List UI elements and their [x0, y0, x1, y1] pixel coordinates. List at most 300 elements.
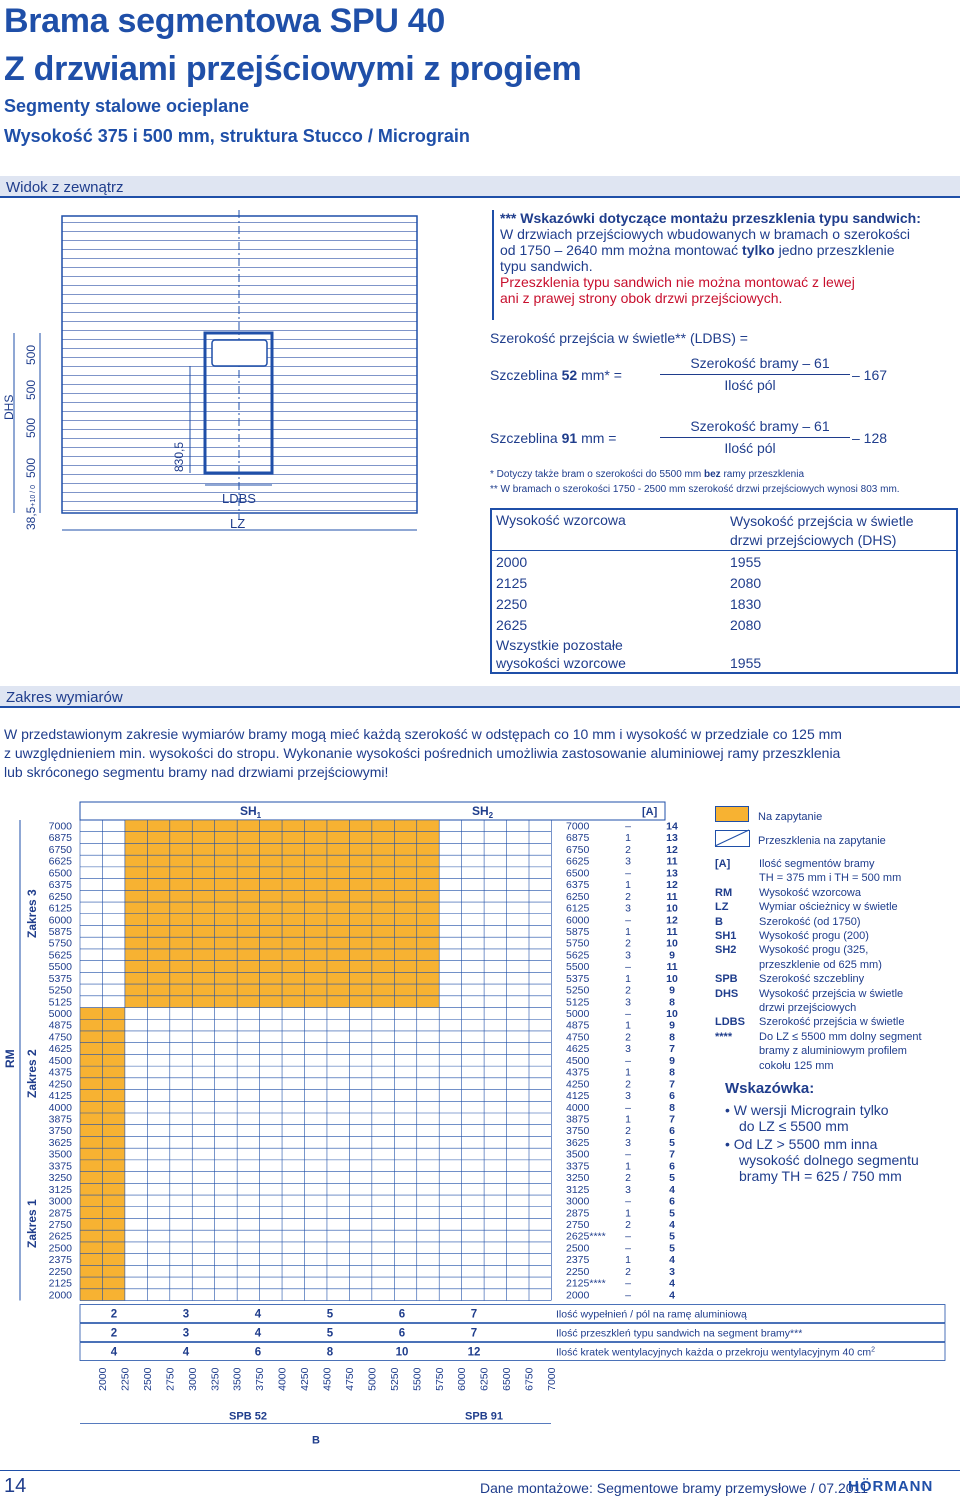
rm-height-right: 2375	[566, 1254, 590, 1267]
spb52-label: SPB 52	[229, 1410, 267, 1423]
legend-key: ****	[715, 1030, 733, 1043]
segment-count: 7	[669, 1113, 675, 1126]
wskazowka-title: Wskazówka:	[725, 1080, 815, 1097]
segment-count: 4	[669, 1218, 675, 1231]
legend-item	[715, 915, 955, 929]
section-header-outside	[0, 176, 960, 198]
sh-variant: 1	[625, 1113, 631, 1126]
width-label: 7000	[546, 1367, 558, 1391]
legend-list	[715, 857, 955, 1073]
segment-count: 9	[669, 1019, 675, 1032]
segment-count: 9	[669, 949, 675, 962]
rm-height-label: 2125	[48, 1277, 72, 1290]
rm-axis-label: RM	[3, 1049, 17, 1068]
segment-count: 8	[669, 1101, 675, 1114]
segment-count: 4	[669, 1183, 675, 1196]
formula-unit: mm* =	[581, 367, 622, 383]
segment-count: 7	[669, 1148, 675, 1161]
sh-variant: 1	[625, 1160, 631, 1173]
dim-385	[24, 485, 38, 530]
bottom-value: 4	[254, 1308, 262, 1321]
segment-count: 5	[669, 1207, 675, 1220]
rm-height-label: 4375	[48, 1066, 72, 1079]
dim-500-2: 500	[24, 379, 38, 400]
sh-variant: 3	[625, 1183, 631, 1196]
legend-key: [A]	[715, 858, 731, 870]
dim-385-tolerance: +10 / 0	[30, 485, 37, 507]
rm-value: wysokości wzorcowe	[496, 655, 626, 671]
rm-height-right: 5625	[566, 949, 590, 962]
sh-variant: 1	[625, 832, 631, 845]
wskazowka-item: • Od LZ > 5500 mm inna	[725, 1136, 878, 1152]
dim-500-3: 500	[24, 417, 38, 438]
montage-heading: *** Wskazówki dotyczące montażu przeszklenia typu sandwich:	[500, 210, 921, 226]
segment-count: 8	[669, 1066, 675, 1079]
rm-height-label: 6625	[48, 855, 72, 868]
heights-col2-line: Wysokość przejścia w świetle	[730, 513, 914, 529]
rm-height-label: 6250	[48, 890, 72, 903]
montage-warning: Przeszklenia typu sandwich nie można montować z lewej	[500, 274, 855, 290]
sh-variant: 2	[625, 937, 631, 950]
bottom-label: Ilość kratek wentylacyjnych każda o przekroju wentylacyjnym 40 $cm^2$	[556, 1346, 876, 1359]
rm-height-right: 6500	[566, 867, 590, 880]
rm-height-right: 4875	[566, 1019, 590, 1032]
segment-count: 5	[669, 1172, 675, 1185]
rm-value: 2000	[496, 554, 528, 570]
range-line: z uwzględnieniem min. wysokości do stropu. Wykonanie wysokości pośrednich umożliwia zastosowanie aluminiowej ramy przeszklenia	[4, 745, 841, 761]
bottom-value: 12	[467, 1346, 481, 1359]
heights-row	[496, 636, 761, 672]
legend-item	[715, 1001, 955, 1015]
width-label: 2000	[97, 1367, 109, 1391]
rm-height-label: 6875	[48, 832, 72, 845]
heights-col2	[730, 512, 913, 550]
sh-variant: 2	[625, 1125, 631, 1138]
rm-height-label: 4875	[48, 1019, 72, 1032]
rm-height-label: 5750	[48, 937, 72, 950]
formula-numerator: Szerokość bramy – 61	[690, 355, 830, 371]
rm-height-right: 5875	[566, 925, 590, 938]
dhs-label: DHS	[2, 394, 16, 420]
sh-variant: –	[625, 1148, 631, 1161]
legend-value: Szerokość (od 1750)	[759, 915, 861, 928]
wskazowka-text: do LZ ≤ 5500 mm	[739, 1118, 849, 1134]
montage-line: typu sandwich.	[500, 258, 593, 274]
width-label: 6250	[478, 1367, 491, 1391]
segment-count: 5	[669, 1230, 675, 1243]
rm-height-label: 2750	[48, 1218, 72, 1231]
legend-key	[715, 1044, 759, 1058]
legend-key	[715, 1059, 759, 1073]
section-title: Zakres wymiarów	[6, 689, 123, 706]
width-label: 6750	[523, 1367, 536, 1391]
rm-height-right: 4500	[566, 1054, 590, 1067]
sh-variant: –	[625, 820, 631, 833]
bottom-value: 7	[470, 1308, 478, 1321]
sh1-label: $SH_1$	[240, 804, 262, 820]
segment-count: 10	[666, 972, 678, 985]
dhs-value: 2080	[730, 575, 762, 591]
legend-przeszklenia: Przeszklenia na zapytanie	[758, 835, 886, 847]
legend-value: Szerokość szczebliny	[759, 973, 865, 986]
heights-col1: Wysokość wzorcowa	[496, 512, 626, 528]
montage-note	[500, 210, 958, 306]
formula-minus-128: – 128	[852, 430, 888, 446]
sh-variant: –	[625, 1277, 631, 1290]
width-label: 3000	[186, 1367, 199, 1391]
footnote-1	[490, 469, 804, 480]
rm-height-right: 3875	[566, 1113, 590, 1126]
sh-variant: 3	[625, 902, 631, 915]
rm-height-right: 6250	[566, 890, 590, 903]
bottom-label: Ilość przeszkleń typu sandwich na segment bramy***	[556, 1327, 803, 1340]
bottom-value: 3	[182, 1327, 190, 1340]
rm-height-label: 5500	[48, 961, 72, 974]
legend-item	[715, 972, 955, 986]
wskazowka-text: wysokość dolnego segmentu	[739, 1152, 919, 1168]
rm-height-label: 5875	[48, 925, 72, 938]
bottom-value: 5	[326, 1327, 334, 1340]
wskazowka-list	[725, 1102, 919, 1184]
segment-count: 3	[669, 1265, 675, 1278]
sh-variant: 2	[625, 1265, 631, 1278]
rm-height-label: 5125	[48, 996, 72, 1009]
legend-value: Do LZ ≤ 5500 mm dolny segment	[759, 1030, 922, 1043]
segment-count: 7	[669, 1043, 675, 1056]
rm-height-label: 3000	[48, 1195, 72, 1208]
legend-value: Ilość segmentów bramy	[759, 858, 875, 870]
subtitle-materials: Segmenty stalowe ocieplane	[4, 96, 250, 116]
ldbs-label: LDBS	[222, 491, 256, 506]
dim-830: 830,5	[172, 441, 186, 472]
sh-variant: 2	[625, 984, 631, 997]
montage-text: od 1750 – 2640 mm można montować	[500, 242, 739, 258]
formula-label: Szczeblina	[490, 367, 558, 383]
segment-count: 10	[666, 1008, 678, 1021]
rm-height-label: 7000	[48, 820, 72, 833]
rm-height-right: 4250	[566, 1078, 590, 1091]
legend-glass-swatch	[715, 830, 751, 848]
rm-height-right: 2500	[566, 1242, 590, 1255]
sh-variant: –	[625, 1242, 631, 1255]
width-label: 3250	[209, 1367, 222, 1391]
width-label: 5500	[411, 1367, 424, 1391]
legend-key	[715, 1001, 759, 1015]
rm-height-label: 3625	[48, 1136, 72, 1149]
row-divider	[492, 550, 956, 551]
rm-height-right: 5125	[566, 996, 590, 1009]
dhs-value: 1955	[730, 554, 762, 570]
b-axis-label: B	[312, 1434, 320, 1447]
wskazowka-text: W wersji Micrograin tylko	[733, 1102, 889, 1118]
sh-variant: –	[625, 1230, 631, 1243]
bottom-value: 3	[182, 1308, 190, 1321]
segment-count: 12	[666, 914, 678, 927]
page-number: 14	[4, 1475, 27, 1497]
page-subtitle: Z drzwiami przejściowymi z progiem	[4, 50, 582, 88]
width-label: 5750	[433, 1367, 446, 1391]
dim-500-1: 500	[24, 344, 38, 365]
rm-height-label: 4125	[48, 1090, 72, 1103]
section-title: Widok z zewnątrz	[6, 179, 124, 196]
legend-key	[715, 871, 759, 885]
rm-height-right: 2125****	[566, 1277, 606, 1290]
legend-key: LDBS	[715, 1016, 745, 1029]
width-label: 4250	[299, 1367, 312, 1391]
note-rule	[492, 210, 498, 320]
legend-item	[715, 857, 955, 871]
bottom-value: 7	[470, 1327, 478, 1340]
heights-row	[496, 573, 761, 594]
segment-count: 6	[669, 1195, 675, 1208]
rm-height-right: 3500	[566, 1148, 590, 1161]
rm-height-label: 5375	[48, 972, 72, 985]
segment-count: 10	[666, 937, 678, 950]
range2-label: Zakres 2	[25, 1049, 39, 1098]
segment-count: 6	[669, 1090, 675, 1103]
footnote-text: ramy przeszklenia	[723, 469, 805, 480]
montage-text: jedno przeszklenie	[778, 242, 895, 258]
range-line: W przedstawionym zakresie wymiarów bramy mogą mieć każdą szerokość w odstępach co 10 mm i wysokość w przedziale co 125 mm	[4, 726, 842, 742]
rm-height-right: 3625	[566, 1136, 590, 1149]
rm-height-label: 3125	[48, 1183, 72, 1196]
legend-na-zapytanie: Na zapytanie	[758, 811, 823, 823]
sh-variant: 3	[625, 1043, 631, 1056]
segment-count: 11	[666, 925, 678, 938]
rm-height-right: 5750	[566, 937, 590, 950]
legend-key: LZ	[715, 901, 729, 914]
rm-height-label: 3500	[48, 1148, 72, 1161]
sh-variant: –	[625, 961, 631, 974]
brand-logo: HÖRMANN	[848, 1478, 934, 1495]
legend-item	[715, 929, 955, 943]
legend-item	[715, 871, 955, 885]
legend-value: Wysokość progu (200)	[759, 930, 869, 943]
rm-height-right: 6125	[566, 902, 590, 915]
segment-count: 12	[666, 843, 678, 856]
rm-height-right: 4125	[566, 1090, 590, 1103]
sh-variant: 1	[625, 1019, 631, 1032]
rm-height-right: 5500	[566, 961, 590, 974]
heights-row	[496, 552, 761, 573]
legend-key: DHS	[715, 987, 739, 1000]
bottom-value: 4	[254, 1327, 262, 1340]
legend-item	[715, 943, 955, 957]
heights-row	[496, 615, 761, 636]
bottom-row	[80, 1305, 945, 1323]
sh-variant: 2	[625, 1172, 631, 1185]
rm-height-label: 3750	[48, 1125, 72, 1138]
bottom-value: 2	[110, 1327, 118, 1340]
sh-variant: 1	[625, 1066, 631, 1079]
montage-line: W drzwiach przejściowych wbudowanych w bramach o szerokości	[500, 226, 911, 242]
segment-count: 7	[669, 1078, 675, 1091]
sh-variant: –	[625, 1101, 631, 1114]
rm-height-right: 5375	[566, 972, 590, 985]
formula-row-52	[490, 367, 622, 383]
range3-label: Zakres 3	[25, 889, 39, 938]
door-drawing	[0, 200, 490, 540]
footnote-2: ** W bramach o szerokości 1750 - 2500 mm szerokość drzwi przejściowych wynosi 803 mm.	[490, 484, 900, 495]
sh-variant: 3	[625, 996, 631, 1009]
bottom-value: 10	[395, 1346, 409, 1359]
dhs-value: 1955	[730, 655, 762, 671]
formula-minus-167: – 167	[852, 367, 888, 383]
segment-count: 11	[666, 890, 678, 903]
sh2-label: $SH_2$	[472, 804, 494, 820]
legend-key: SH1	[715, 930, 737, 943]
rm-height-label: 5250	[48, 984, 72, 997]
sh-variant: 1	[625, 925, 631, 938]
dhs-value: 1830	[730, 596, 762, 612]
rm-height-label: 3375	[48, 1160, 72, 1173]
legend-item	[715, 1059, 955, 1073]
legend-value: Szerokość przejścia w świetle	[759, 1016, 905, 1029]
segment-count: 6	[669, 1160, 675, 1173]
legend-item	[715, 900, 955, 914]
rm-height-right: 2750	[566, 1218, 590, 1231]
sh-variant: –	[625, 1054, 631, 1067]
segment-count: 9	[669, 1054, 675, 1067]
formula-numerator: Szerokość bramy – 61	[690, 418, 830, 434]
segment-count: 13	[666, 832, 678, 845]
spb91-label: SPB 91	[465, 1410, 503, 1423]
rm-height-right: 3000	[566, 1195, 590, 1208]
formula-unit: mm =	[581, 430, 617, 446]
legend-value: bramy z aluminiowym profilem	[759, 1045, 907, 1058]
segment-count: 11	[666, 855, 678, 868]
width-label: 5000	[366, 1367, 379, 1391]
rm-height-label: 3875	[48, 1113, 72, 1126]
rm-height-label: 2875	[48, 1207, 72, 1220]
rm-height-label: 4750	[48, 1031, 72, 1044]
rm-value: 2625	[496, 617, 528, 633]
rm-height-label: 5000	[48, 1008, 72, 1021]
section-header-range	[0, 686, 960, 708]
bottom-value: 6	[398, 1308, 406, 1321]
segment-count: 6	[669, 1125, 675, 1138]
width-label: 6500	[501, 1367, 514, 1391]
sh-variant: –	[625, 1195, 631, 1208]
legend-key: SPB	[715, 973, 738, 986]
fraction-line	[660, 374, 850, 375]
fraction-line	[660, 437, 850, 438]
sh-variant: 3	[625, 855, 631, 868]
heights-col2-line: drzwi przejściowych (DHS)	[730, 532, 897, 548]
bottom-value: 6	[398, 1327, 406, 1340]
wskazowka-text: bramy TH = 625 / 750 mm	[739, 1168, 902, 1184]
rm-height-right: 5250	[566, 984, 590, 997]
rm-height-label: 2000	[48, 1289, 72, 1302]
legend-key: RM	[715, 886, 733, 899]
footer-text: Dane montażowe: Segmentowe bramy przemysłowe / 07.2011	[480, 1480, 869, 1496]
formula-heading: Szerokość przejścia w świetle** (LDBS) =	[490, 330, 748, 346]
sh-variant: –	[625, 914, 631, 927]
heights-row	[496, 594, 761, 615]
rm-height-label: 6750	[48, 843, 72, 856]
sh-variant: 2	[625, 1031, 631, 1044]
bottom-value: 5	[326, 1308, 334, 1321]
sh-variant: 3	[625, 1090, 631, 1103]
segment-count: 13	[666, 867, 678, 880]
rm-height-right: 3125	[566, 1183, 590, 1196]
legend-item	[715, 1015, 955, 1029]
formula-denominator: Ilość pól	[724, 377, 776, 393]
rm-height-right: 5000	[566, 1008, 590, 1021]
sh-variant: 2	[625, 843, 631, 856]
dhs-value: 2080	[730, 617, 762, 633]
width-label: 2500	[141, 1367, 154, 1391]
segment-count: 5	[669, 1136, 675, 1149]
rm-height-label: 6375	[48, 879, 72, 892]
legend-value: Wysokość wzorcowa	[759, 886, 861, 899]
rm-height-right: 2875	[566, 1207, 590, 1220]
rm-height-label: 6500	[48, 867, 72, 880]
legend-item	[715, 1030, 955, 1044]
rm-height-label: 4500	[48, 1054, 72, 1067]
rm-height-right: 4625	[566, 1043, 590, 1056]
rm-height-label: 2375	[48, 1254, 72, 1267]
sh-variant: 3	[625, 949, 631, 962]
formula-value: 52	[561, 367, 578, 383]
rm-height-label: 6125	[48, 902, 72, 915]
rm-height-label: 5625	[48, 949, 72, 962]
bottom-value: 4	[110, 1346, 118, 1359]
segment-count: 11	[666, 961, 678, 974]
segment-count: 8	[669, 996, 675, 1009]
heights-table	[490, 508, 958, 674]
width-label: 4000	[276, 1367, 289, 1391]
segment-count: 14	[666, 820, 678, 833]
width-label: 6000	[456, 1367, 469, 1391]
range1-label: Zakres 1	[25, 1199, 39, 1248]
sh-variant: –	[625, 1008, 631, 1021]
page-title: Brama segmentowa SPU 40	[4, 2, 445, 40]
rm-height-right: 2625****	[566, 1230, 606, 1243]
sh-variant: 2	[625, 1078, 631, 1091]
legend-key	[715, 958, 759, 972]
legend-value: TH = 375 mm i TH = 500 mm	[759, 872, 902, 885]
legend-value: Wysokość przejścia w świetle	[759, 987, 904, 1000]
rm-height-right: 6625	[566, 855, 590, 868]
range-line: lub skróconego segmentu bramy nad drzwiami przejściowymi!	[4, 764, 389, 780]
rm-height-right: 6375	[566, 879, 590, 892]
width-label: 4500	[321, 1367, 334, 1391]
legend-value: Wysokość progu (325,	[759, 944, 869, 957]
legend-orange-swatch	[715, 806, 749, 822]
segment-count: 9	[669, 984, 675, 997]
footer-rule	[0, 1470, 960, 1471]
heights-rows	[496, 552, 761, 672]
legend-value: przeszklenie od 625 mm)	[759, 958, 882, 971]
rm-value: Wszystkie pozostałe	[496, 637, 623, 653]
width-label: 5250	[388, 1367, 401, 1391]
width-label: 3500	[231, 1367, 244, 1391]
width-label: 3750	[254, 1367, 267, 1391]
rm-height-label: 2625	[48, 1230, 72, 1243]
formula-row-91	[490, 430, 616, 446]
rm-height-right: 3375	[566, 1160, 590, 1173]
legend-key: SH2	[715, 944, 737, 957]
width-label: 2750	[164, 1367, 177, 1391]
legend-item	[715, 987, 955, 1001]
legend-item	[715, 958, 955, 972]
rm-value: 2250	[496, 596, 528, 612]
rm-height-label: 4000	[48, 1101, 72, 1114]
segment-count: 12	[666, 879, 678, 892]
rm-height-right: 2250	[566, 1265, 590, 1278]
legend-item	[715, 886, 955, 900]
